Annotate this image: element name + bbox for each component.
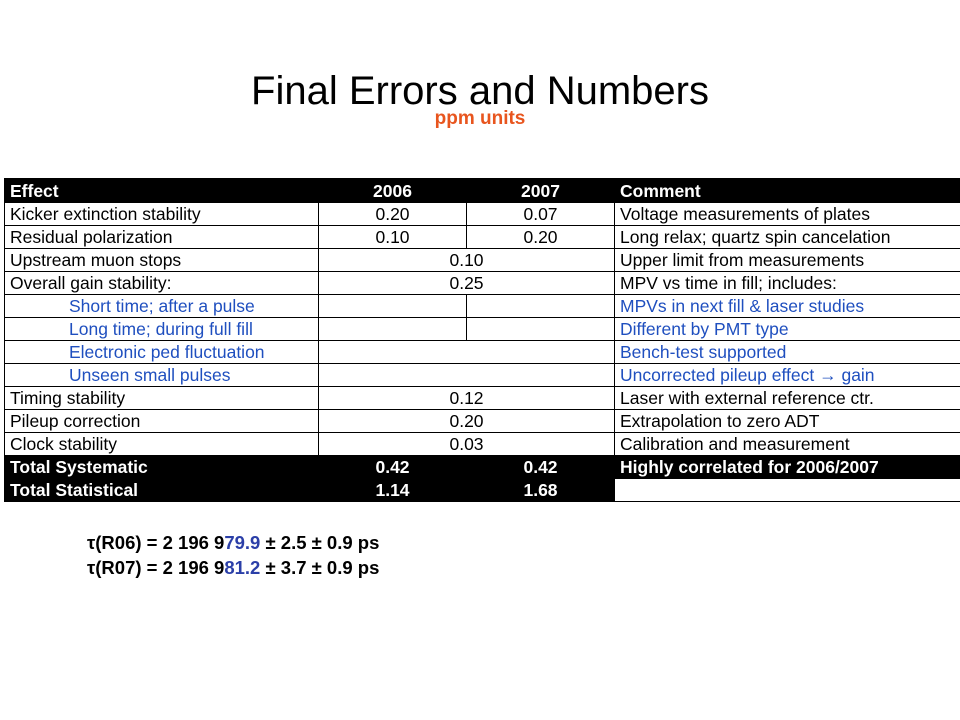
table-header-row bbox=[5, 179, 960, 203]
empty-cell bbox=[467, 318, 615, 341]
result-prefix: τ(R06) = 2 196 9 bbox=[87, 532, 225, 553]
table-row bbox=[5, 387, 960, 410]
combined-value-cell: 0.12 bbox=[319, 387, 615, 410]
result-suffix: ± 3.7 ± 0.9 ps bbox=[260, 557, 380, 578]
table-row bbox=[5, 249, 960, 272]
sub-effect-cell: Electronic ped fluctuation bbox=[5, 341, 319, 364]
combined-value-cell: 0.25 bbox=[319, 272, 615, 295]
sub-effect-cell: Long time; during full fill bbox=[5, 318, 319, 341]
comment-cell: Bench-test supported bbox=[615, 341, 960, 364]
comment-cell: MPV vs time in fill; includes: bbox=[615, 272, 960, 295]
errors-table bbox=[4, 178, 960, 502]
table-row bbox=[5, 341, 960, 364]
total-label-cell: Total Statistical bbox=[5, 479, 319, 502]
total-2007-cell: 1.68 bbox=[467, 479, 615, 502]
sub-effect-cell: Short time; after a pulse bbox=[5, 295, 319, 318]
comment-cell: Calibration and measurement bbox=[615, 433, 960, 456]
empty-cell bbox=[319, 318, 467, 341]
comment-cell: Voltage measurements of plates bbox=[615, 203, 960, 226]
result-r07 bbox=[87, 555, 379, 580]
header-2006: 2006 bbox=[319, 179, 467, 203]
slide-subtitle: ppm units bbox=[434, 108, 526, 129]
empty-cell bbox=[319, 295, 467, 318]
table-row bbox=[5, 295, 960, 318]
table-row bbox=[5, 272, 960, 295]
table-row bbox=[5, 364, 960, 387]
comment-cell: Different by PMT type bbox=[615, 318, 960, 341]
value-2006-cell: 0.20 bbox=[319, 203, 467, 226]
combined-value-cell: 0.03 bbox=[319, 433, 615, 456]
value-2007-cell: 0.07 bbox=[467, 203, 615, 226]
total-comment-cell: Highly correlated for 2006/2007 bbox=[615, 456, 960, 479]
combined-value-cell: 0.20 bbox=[319, 410, 615, 433]
effect-cell: Upstream muon stops bbox=[5, 249, 319, 272]
table-row bbox=[5, 318, 960, 341]
total-2007-cell: 0.42 bbox=[467, 456, 615, 479]
value-2007-cell: 0.20 bbox=[467, 226, 615, 249]
table-row bbox=[5, 433, 960, 456]
total-comment-cell bbox=[615, 479, 960, 502]
result-suffix: ± 2.5 ± 0.9 ps bbox=[260, 532, 380, 553]
effect-cell: Pileup correction bbox=[5, 410, 319, 433]
comment-cell: Extrapolation to zero ADT bbox=[615, 410, 960, 433]
total-2006-cell: 1.14 bbox=[319, 479, 467, 502]
table-row bbox=[5, 410, 960, 433]
comment-cell: MPVs in next fill & laser studies bbox=[615, 295, 960, 318]
comment-cell: Uncorrected pileup effect → gain bbox=[615, 364, 960, 387]
effect-cell: Kicker extinction stability bbox=[5, 203, 319, 226]
result-r06 bbox=[87, 530, 379, 555]
header-2007: 2007 bbox=[467, 179, 615, 203]
comment-cell: Long relax; quartz spin cancelation bbox=[615, 226, 960, 249]
effect-cell: Clock stability bbox=[5, 433, 319, 456]
empty-cell bbox=[319, 341, 615, 364]
header-comment: Comment bbox=[615, 179, 960, 203]
effect-cell: Residual polarization bbox=[5, 226, 319, 249]
sub-effect-cell: Unseen small pulses bbox=[5, 364, 319, 387]
slide-title: Final Errors and Numbers bbox=[251, 69, 709, 113]
result-highlight: 79.9 bbox=[224, 532, 261, 553]
total-2006-cell: 0.42 bbox=[319, 456, 467, 479]
total-label-cell: Total Systematic bbox=[5, 456, 319, 479]
total-systematic-row bbox=[5, 456, 960, 479]
result-highlight: 81.2 bbox=[224, 557, 261, 578]
empty-cell bbox=[467, 295, 615, 318]
total-statistical-row bbox=[5, 479, 960, 502]
result-prefix: τ(R07) = 2 196 9 bbox=[87, 557, 225, 578]
value-2006-cell: 0.10 bbox=[319, 226, 467, 249]
table-row bbox=[5, 226, 960, 249]
empty-cell bbox=[319, 364, 615, 387]
effect-cell: Overall gain stability: bbox=[5, 272, 319, 295]
effect-cell: Timing stability bbox=[5, 387, 319, 410]
comment-cell: Laser with external reference ctr. bbox=[615, 387, 960, 410]
header-effect: Effect bbox=[5, 179, 319, 203]
comment-cell: Upper limit from measurements bbox=[615, 249, 960, 272]
table-row bbox=[5, 203, 960, 226]
combined-value-cell: 0.10 bbox=[319, 249, 615, 272]
lifetime-results bbox=[87, 530, 379, 580]
